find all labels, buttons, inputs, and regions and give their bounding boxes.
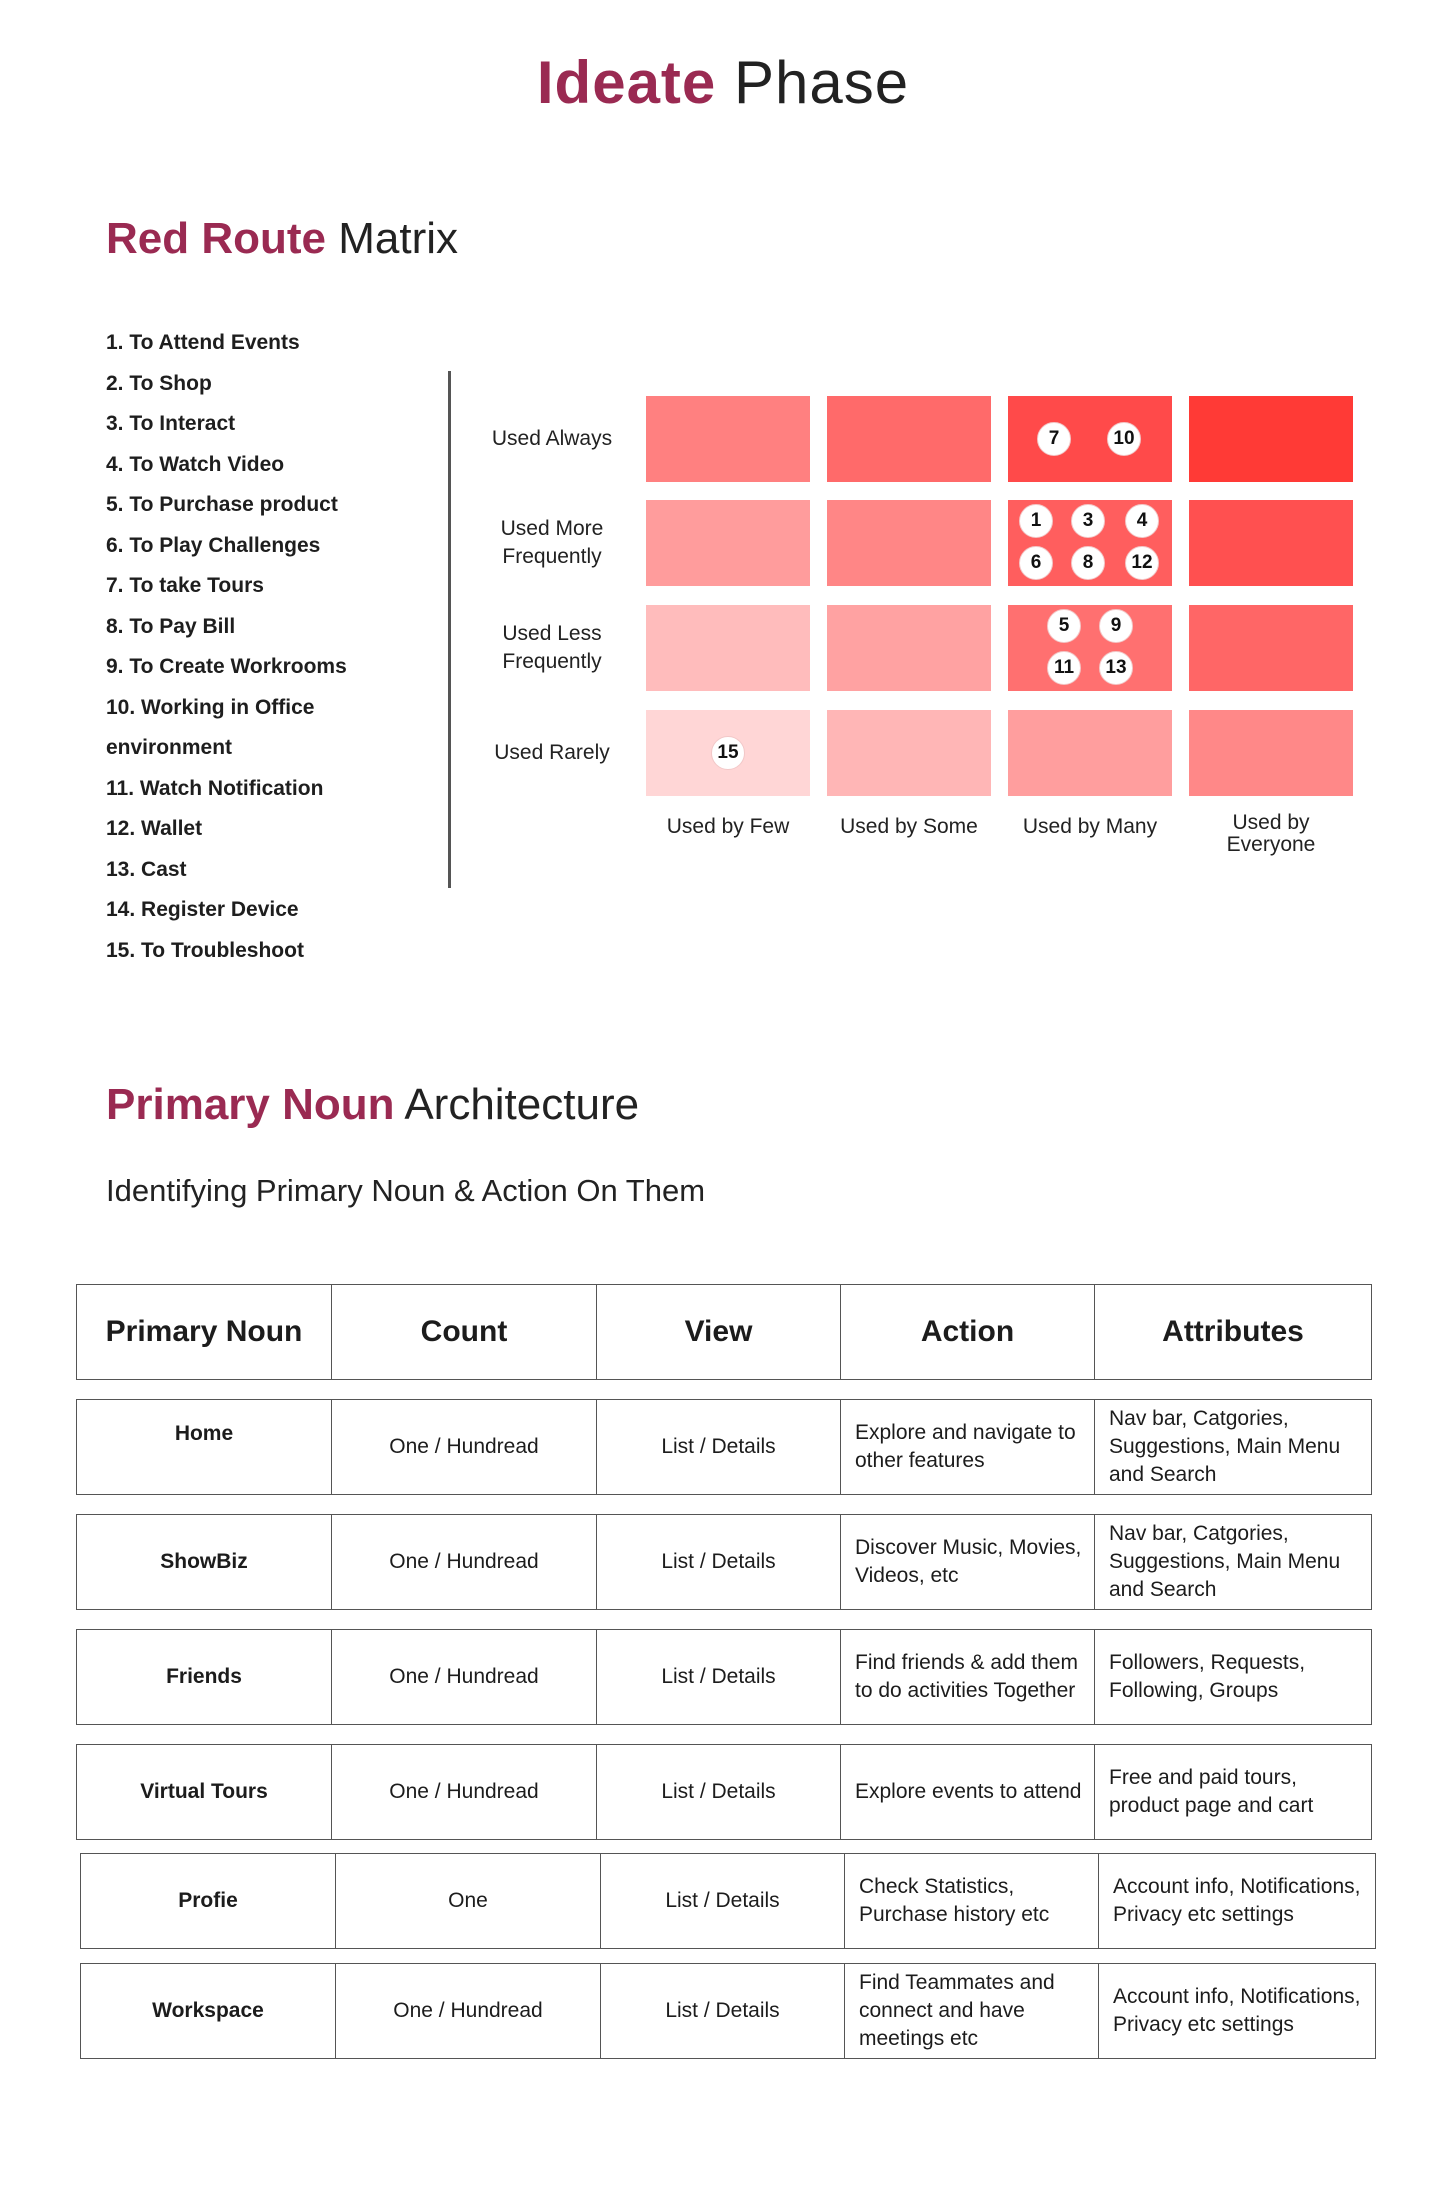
table-header-cell: Primary Noun [77, 1285, 332, 1379]
cell-action: Check Statistics, Purchase history etc [845, 1854, 1099, 1948]
table-row [76, 1629, 1372, 1725]
table-header-cell: View [597, 1285, 841, 1379]
matrix-cell [646, 396, 810, 482]
task-list-item: 11. Watch Notification [106, 776, 324, 800]
matrix-cell [827, 396, 991, 482]
task-list-item: 15. To Troubleshoot [106, 938, 304, 962]
cell-attributes: Account info, Notifications, Privacy etc settings [1113, 1985, 1361, 2036]
table-row [76, 1514, 1372, 1610]
table-row [80, 1963, 1376, 2059]
task-list-item: 5. To Purchase product [106, 493, 338, 516]
primary-noun-title [106, 1080, 639, 1130]
cell-primary-noun: Profie [81, 1854, 336, 1948]
matrix-col-label: Used by Many [1022, 815, 1158, 838]
table-header-cell: Attributes [1162, 1315, 1304, 1348]
cell-action: Find friends & add them to do activities Together [841, 1630, 1095, 1724]
cell-primary-noun: Virtual Tours [77, 1745, 332, 1839]
red-route-title-bold: Red Route [106, 214, 326, 263]
cell-count: One / Hundread [332, 1745, 597, 1839]
matrix-col-label: Used by Everyone [1226, 811, 1316, 856]
cell-view: List / Details [597, 1400, 841, 1494]
matrix-row-label: Used Always [491, 427, 613, 450]
task-number-badge: 6 [1019, 546, 1053, 580]
cell-view: List / Details [597, 1630, 841, 1724]
cell-action: Explore events to attend [841, 1745, 1095, 1839]
task-number-badge: 3 [1071, 504, 1105, 538]
task-number-badge: 11 [1047, 651, 1081, 685]
matrix-cell [1189, 605, 1353, 691]
cell-primary-noun: Friends [77, 1630, 332, 1724]
task-list-item: 4. To Watch Video [106, 452, 285, 476]
task-list-item: 12. Wallet [106, 817, 203, 840]
table-header-row [76, 1284, 1372, 1380]
matrix-cell [1008, 710, 1172, 796]
cell-attributes: Nav bar, Catgories, Suggestions, Main Menu and Search [1109, 1522, 1341, 1601]
cell-view: List / Details [601, 1964, 845, 2058]
cell-view: List / Details [597, 1515, 841, 1609]
matrix-cell [827, 500, 991, 586]
matrix-col-label: Used by Few [666, 815, 790, 838]
task-list-item: 3. To Interact [106, 412, 236, 435]
task-list-item: 13. Cast [106, 857, 187, 881]
matrix-cell [646, 500, 810, 586]
task-list-item: 8. To Pay Bill [106, 614, 236, 638]
matrix-divider [448, 371, 451, 888]
task-number-badge: 10 [1107, 422, 1141, 456]
task-number-badge: 8 [1071, 546, 1105, 580]
task-number-badge: 15 [711, 736, 745, 770]
matrix-col-label: Used by Some [840, 815, 978, 838]
task-list-item: 7. To take Tours [106, 574, 264, 597]
cell-attributes: Followers, Requests, Following, Groups [1109, 1651, 1306, 1702]
task-number-badge: 13 [1099, 651, 1133, 685]
task-number-badge: 1 [1019, 504, 1053, 538]
cell-primary-noun: Home [77, 1400, 332, 1494]
primary-noun-subtitle: Identifying Primary Noun & Action On Them [106, 1173, 706, 1208]
red-route-title [106, 214, 458, 264]
matrix-cell [1189, 500, 1353, 586]
matrix-row-label: Used Less Frequently [502, 622, 602, 673]
page-title [0, 48, 1446, 117]
cell-count: One / Hundread [332, 1400, 597, 1494]
cell-count: One / Hundread [336, 1964, 601, 2058]
task-list [106, 323, 436, 971]
page-title-light: Phase [733, 49, 910, 116]
matrix-row-label: Used Rarely [494, 741, 610, 764]
task-list-item: 2. To Shop [106, 371, 212, 395]
table-row [76, 1399, 1372, 1495]
task-list-item: 14. Register Device [106, 898, 299, 921]
cell-view: List / Details [601, 1854, 845, 1948]
cell-count: One / Hundread [332, 1630, 597, 1724]
cell-primary-noun: Workspace [81, 1964, 336, 2058]
table-header-cell: Count [332, 1285, 597, 1379]
task-number-badge: 5 [1047, 609, 1081, 643]
matrix-cell [1189, 710, 1353, 796]
matrix-row-label: Used More Frequently [500, 517, 604, 568]
primary-noun-title-bold: Primary Noun [106, 1080, 395, 1129]
cell-primary-noun: ShowBiz [77, 1515, 332, 1609]
matrix-cell [827, 710, 991, 796]
task-number-badge: 4 [1125, 504, 1159, 538]
matrix-cell [1008, 605, 1172, 691]
matrix-cell [827, 605, 991, 691]
red-route-title-light: Matrix [338, 214, 459, 263]
cell-action: Explore and navigate to other features [841, 1400, 1095, 1494]
cell-view: List / Details [597, 1745, 841, 1839]
cell-attributes: Nav bar, Catgories, Suggestions, Main Menu and Search [1109, 1407, 1341, 1486]
task-list-item: 6. To Play Challenges [106, 533, 321, 557]
cell-action: Discover Music, Movies, Videos, etc [841, 1515, 1095, 1609]
task-number-badge: 12 [1125, 546, 1159, 580]
cell-action: Find Teammates and connect and have meetings etc [845, 1964, 1099, 2058]
task-list-item: 1. To Attend Events [106, 331, 300, 354]
page-title-bold: Ideate [536, 49, 717, 116]
task-number-badge: 9 [1099, 609, 1133, 643]
table-row [76, 1744, 1372, 1840]
primary-noun-title-light: Architecture [404, 1080, 640, 1129]
task-number-badge: 7 [1037, 422, 1071, 456]
cell-count: One / Hundread [332, 1515, 597, 1609]
table-header-cell: Action [841, 1285, 1095, 1379]
cell-attributes: Free and paid tours, product page and cart [1109, 1766, 1314, 1817]
matrix-cell [646, 605, 810, 691]
matrix-cell [1189, 396, 1353, 482]
task-list-item: 10. Working in Office [106, 695, 315, 719]
cell-count: One [336, 1854, 601, 1948]
table-row [80, 1853, 1376, 1949]
task-list-item: 9. To Create Workrooms [106, 655, 347, 678]
task-list-item: environment [106, 736, 233, 759]
cell-attributes: Account info, Notifications, Privacy etc settings [1113, 1875, 1361, 1926]
matrix-cell [1008, 396, 1172, 482]
